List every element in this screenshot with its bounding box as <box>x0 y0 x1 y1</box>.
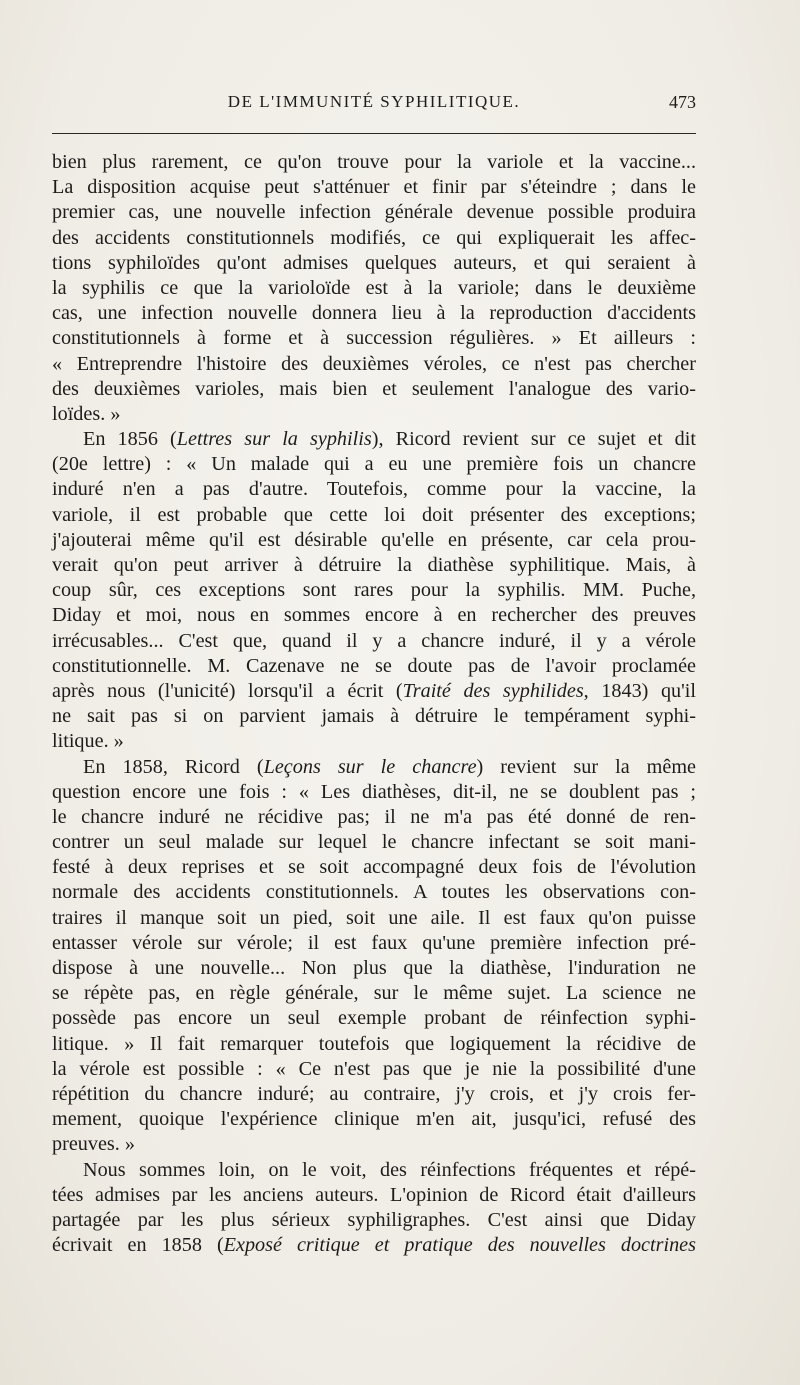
text-line: variole, il est probable que cette loi doit présenter des exceptions; <box>52 503 696 526</box>
text-line: normale des accidents constitutionnels. A toutes les observations con- <box>52 881 696 904</box>
text-line: répétition du chancre induré; au contraire, j'y crois, et j'y crois fer- <box>52 1082 696 1105</box>
text-line: j'ajouterai même qu'il est désirable qu'elle en présente, car cela prou- <box>52 528 696 551</box>
header-rule <box>52 133 696 134</box>
cited-title: Traité des syphilides <box>402 679 584 702</box>
text-line: loïdes. » <box>52 402 121 425</box>
text-line: mement, quoique l'expérience clinique m'en ait, jusqu'ici, refusé des <box>52 1108 696 1131</box>
text-line: constitutionnelle. M. Cazenave ne se doute pas de l'avoir proclamée <box>52 654 696 677</box>
text-line: litique. » <box>52 730 124 753</box>
text-line: induré n'en a pas d'autre. Toutefois, comme pour la vaccine, la <box>52 478 696 501</box>
text-line: traires il manque soit un pied, soit une aile. Il est faux qu'on puisse <box>52 906 696 929</box>
cited-title: Leçons sur le chancre <box>263 755 477 778</box>
text-line: En 1856 (Lettres sur la syphilis), Ricord revient sur ce sujet et dit <box>83 428 696 451</box>
text-line: entasser vérole sur vérole; il est faux qu'une première infection pré- <box>52 931 696 954</box>
text-line: constitutionnels à forme et à succession régulières. » Et ailleurs : <box>52 327 696 350</box>
text-line: écrivait en 1858 (Exposé critique et pratique des nouvelles doctrines <box>52 1234 696 1257</box>
cited-title: Exposé critique et pratique des nouvelles doctrines <box>223 1234 696 1257</box>
text-line: possède pas encore un seul exemple probant de réinfection syphi- <box>52 1007 696 1030</box>
text-line: la vérole est possible : « Ce n'est pas que je nie la possibilité d'une <box>52 1057 696 1080</box>
text-line: contrer un seul malade sur lequel le chancre infectant se soit mani- <box>52 831 696 854</box>
body-text <box>52 150 696 1258</box>
text-line: question encore une fois : « Les diathèses, dit-il, ne se doublent pas ; <box>52 780 696 803</box>
text-line: coup sûr, ces exceptions sont rares pour la syphilis. MM. Puche, <box>52 579 696 602</box>
text-line: litique. » Il fait remarquer toutefois que logiquement la récidive de <box>52 1032 696 1055</box>
running-head <box>52 92 696 118</box>
text-line: La disposition acquise peut s'atténuer et finir par s'éteindre ; dans le <box>52 176 696 199</box>
text-line: En 1858, Ricord (Leçons sur le chancre) revient sur la même <box>83 755 697 778</box>
text-line: des deuxièmes varioles, mais bien et seulement l'analogue des vario- <box>52 377 696 400</box>
text-line: après nous (l'unicité) lorsqu'il a écrit (Traité des syphilides, 1843) qu'il <box>52 679 696 702</box>
cited-title: Lettres sur la syphilis <box>176 428 372 451</box>
text-line: Diday et moi, nous en sommes encore à en rechercher des preuves <box>52 604 696 627</box>
text-line: tées admises par les anciens auteurs. L'opinion de Ricord était d'ailleurs <box>52 1183 696 1206</box>
text-line: la syphilis ce que la varioloïde est à la variole; dans le deuxième <box>52 276 696 299</box>
text-line: festé à deux reprises et se soit accompagné deux fois de l'évolution <box>52 856 696 879</box>
text-line: premier cas, une nouvelle infection générale devenue possible produira <box>52 201 696 224</box>
text-line: (20e lettre) : « Un malade qui a eu une première fois un chancre <box>52 453 696 476</box>
text-line: se répète pas, en règle générale, sur le même sujet. La science ne <box>52 982 696 1005</box>
text-line: ne sait pas si on parvient jamais à détruire le tempérament syphi- <box>52 705 696 728</box>
text-line: preuves. » <box>52 1133 135 1156</box>
chapter-title: DE L'IMMUNITÉ SYPHILITIQUE. <box>227 92 521 111</box>
page-number: 473 <box>669 92 696 112</box>
text-line: le chancre induré ne récidive pas; il ne m'a pas été donné de ren- <box>52 805 696 828</box>
text-line: Nous sommes loin, on le voit, des réinfections fréquentes et répé- <box>83 1158 696 1181</box>
text-line: « Entreprendre l'histoire des deuxièmes véroles, ce n'est pas chercher <box>52 352 696 375</box>
text-line: tions syphiloïdes qu'ont admises quelques auteurs, et qui seraient à <box>52 251 696 274</box>
text-line: cas, une infection nouvelle donnera lieu à la reproduction d'accidents <box>52 302 696 325</box>
text-line: partagée par les plus sérieux syphiligraphes. C'est ainsi que Diday <box>52 1208 696 1231</box>
text-line: des accidents constitutionnels modifiés, ce qui expliquerait les affec- <box>52 226 696 249</box>
text-line: irrécusables... C'est que, quand il y a chancre induré, il y a vérole <box>52 629 696 652</box>
text-line: verait qu'on peut arriver à détruire la diathèse syphilitique. Mais, à <box>52 554 696 576</box>
text-line: bien plus rarement, ce qu'on trouve pour la variole et la vaccine... <box>52 151 696 173</box>
text-line: dispose à une nouvelle... Non plus que la diathèse, l'induration ne <box>52 957 696 979</box>
